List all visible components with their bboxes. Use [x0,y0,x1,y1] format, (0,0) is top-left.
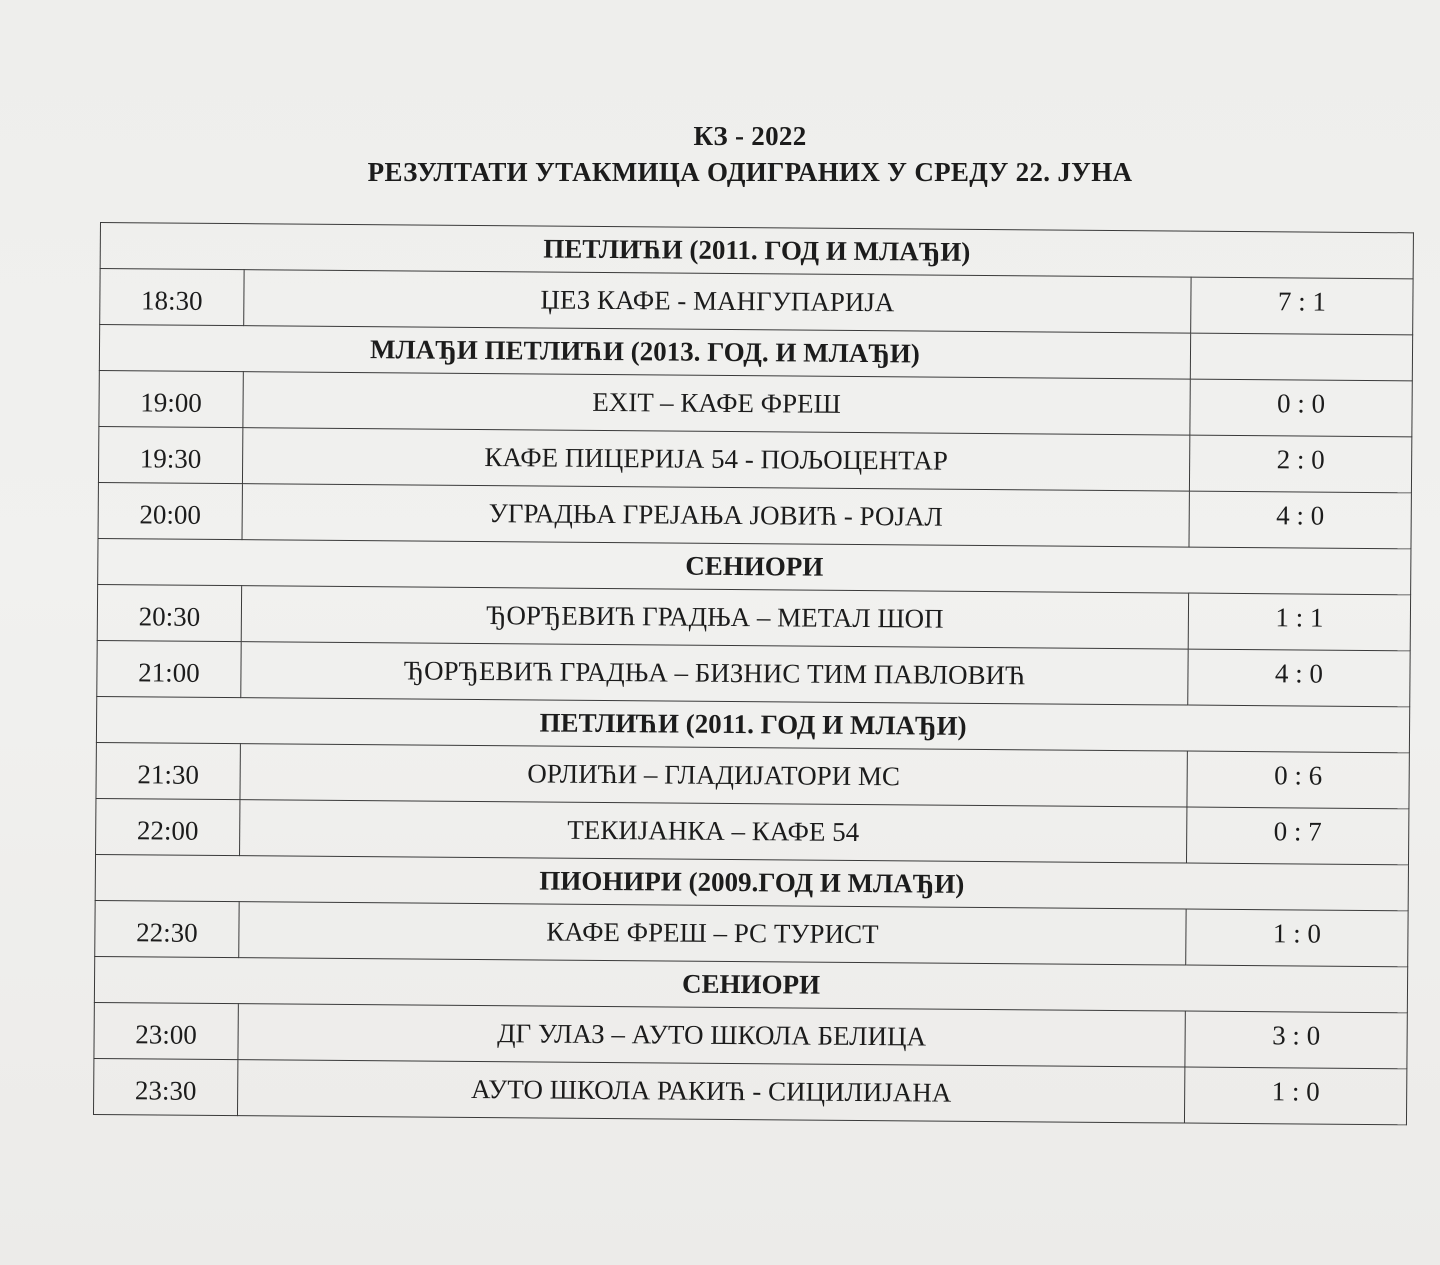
match-time: 23:30 [93,1058,237,1115]
section-title: МЛАЂИ ПЕТЛИЋИ (2013. ГОД. И МЛАЂИ) [99,325,1190,380]
match-teams: КАФЕ ФРЕШ – РС ТУРИСТ [239,902,1186,965]
match-row [93,1058,1406,1124]
match-score: 3 : 0 [1185,1011,1407,1069]
results-table-body [93,223,1413,1125]
document-subtitle: РЕЗУЛТАТИ УТАКМИЦА ОДИГРАНИХ У СРЕДУ 22. ЈУНА [367,157,1133,187]
results-table-wrapper [93,222,1414,1125]
match-time: 19:00 [99,370,243,427]
match-score: 4 : 0 [1189,491,1411,549]
match-score: 7 : 1 [1191,277,1413,335]
match-score: 0 : 6 [1187,751,1409,809]
match-row [94,1002,1407,1068]
results-table [93,222,1414,1125]
match-row [98,426,1411,492]
match-teams: ДГ УЛАЗ – АУТО ШКОЛА БЕЛИЦА [238,1004,1185,1067]
match-teams: ЂОРЂЕВИЋ ГРАДЊА – МЕТАЛ ШОП [241,586,1188,649]
match-teams: УГРАДЊА ГРЕЈАЊА ЈОВИЋ - РОЈАЛ [242,484,1189,547]
match-time: 19:30 [98,426,242,483]
document-heading [100,118,1400,190]
match-teams: КАФЕ ПИЦЕРИЈА 54 - ПОЉОЦЕНТАР [242,428,1189,491]
match-score: 4 : 0 [1188,649,1410,707]
match-row [97,584,1410,650]
match-score: 0 : 0 [1190,379,1412,437]
match-teams: ОРЛИЋИ – ГЛАДИЈАТОРИ МС [240,744,1187,807]
document-title: КЗ - 2022 [693,121,807,151]
match-teams: ЂОРЂЕВИЋ ГРАДЊА – БИЗНИС ТИМ ПАВЛОВИЋ [241,642,1188,705]
match-score: 1 : 0 [1184,1067,1406,1125]
match-row [97,640,1410,706]
section-title: СЕНИОРИ [94,956,1407,1012]
match-teams: АУТО ШКОЛА РАКИЋ - СИЦИЛИЈАНА [237,1060,1184,1123]
match-score: 2 : 0 [1189,435,1411,493]
match-teams: ЏЕЗ КАФЕ - МАНГУПАРИЈА [244,270,1191,333]
empty-score-cell [1190,333,1412,381]
match-teams: ТЕКИЈАНКА – КАФЕ 54 [240,800,1187,863]
match-time: 23:00 [94,1002,238,1059]
match-row [95,900,1408,966]
match-time: 20:30 [97,584,241,641]
match-time: 20:00 [98,482,242,539]
section-title: ПИОНИРИ (2009.ГОД И МЛАЂИ) [95,854,1408,910]
match-time: 18:30 [100,269,244,326]
match-time: 21:00 [97,640,241,697]
match-score: 0 : 7 [1186,807,1408,865]
match-teams: EXIT – КАФЕ ФРЕШ [243,372,1190,435]
match-score: 1 : 0 [1186,909,1408,967]
match-score: 1 : 1 [1188,593,1410,651]
match-row [96,742,1409,808]
match-row [98,482,1411,548]
match-row [96,798,1409,864]
match-time: 21:30 [96,742,240,799]
match-time: 22:00 [96,798,240,855]
section-title: ПЕТЛИЋИ (2011. ГОД И МЛАЂИ) [100,223,1413,279]
match-time: 22:30 [95,900,239,957]
section-title: ПЕТЛИЋИ (2011. ГОД И МЛАЂИ) [96,696,1409,752]
match-row [100,269,1413,335]
match-row [99,370,1412,436]
section-title: СЕНИОРИ [98,538,1411,594]
